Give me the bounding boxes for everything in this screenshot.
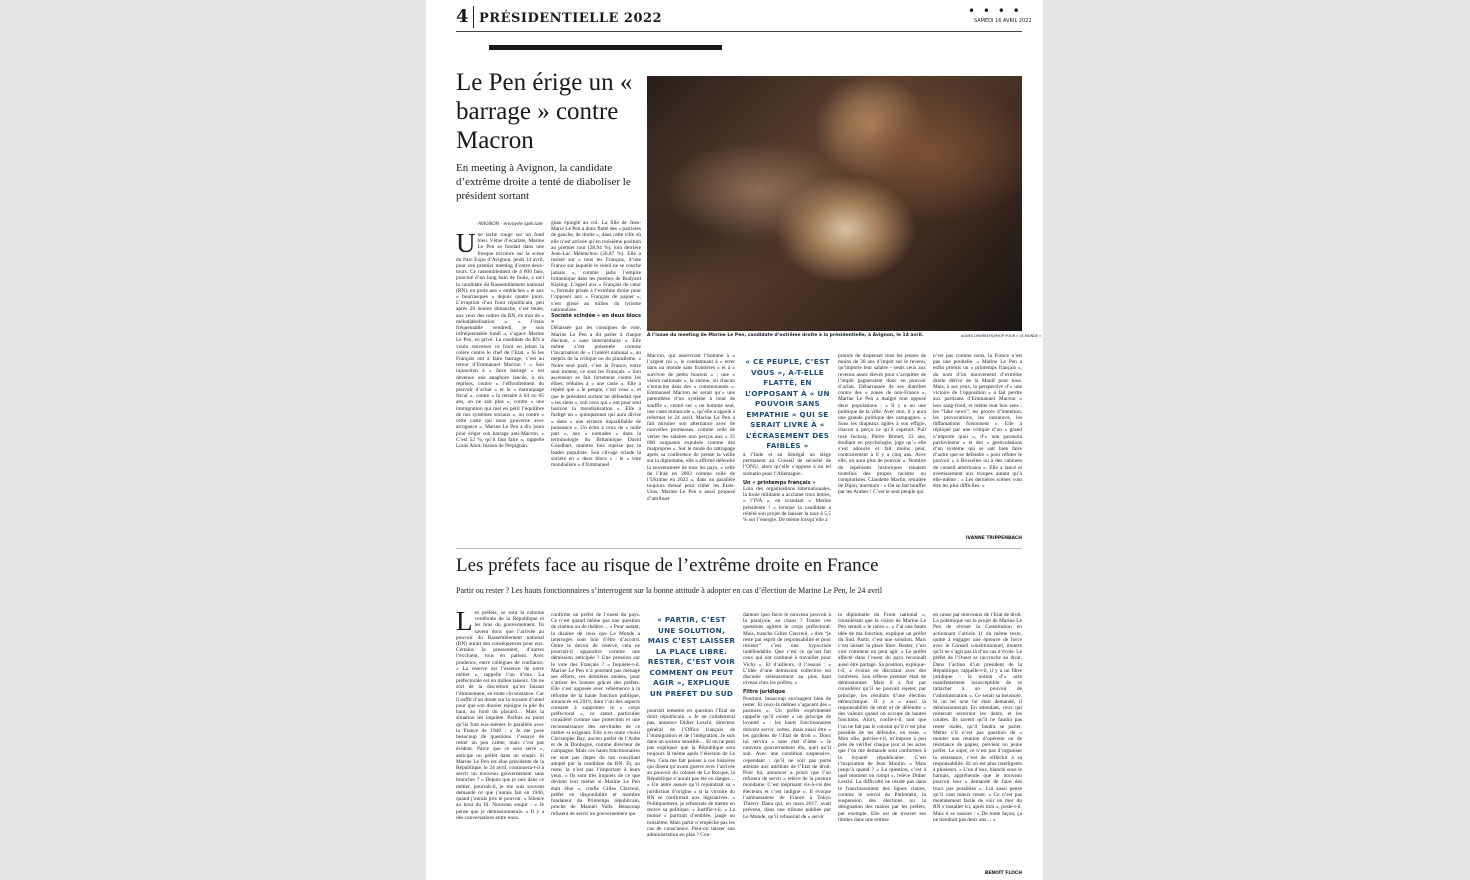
article2-dropcap: L [456, 610, 473, 636]
article1-byline: AVIGNON - envoyée spéciale [478, 222, 543, 227]
edition-dots: • • • • [968, 4, 1022, 18]
article1-photo-credit: AGNÈS DHERBEYS/MYOP POUR « LE MONDE » [961, 334, 1042, 338]
article1-col4a-text: à l’Inde et au Sénégal un siège permanent au Conseil de sécurité de l’ONU, alors qu’elle s’oppose à un tel scénario pour l’Allemagne. [743, 452, 831, 477]
article2-col1-text: es préfets, ce sont la colonne vertébrale de la République et les bras du gouvernement. Ils savent donc que l’arrivée au pouvoir du Rassemblement national (RN) aurait des conséquences pour eux. Certains la pressentent, d’autres l’excluent, tous en parlent. Avec prudence, entre collègues de confiance. « La réserve est l’essence de notre métier », rappelle l’un d’eux. La préfectorale est un milieu taiseux. On ne sort de la discrétion qu’en faisant l’étonnement, en toute circonstance. Car il suffit d’un doute sur la loyauté d’untel pour que son dossier rejoigne la pile du haut, au fond du placard… Mais la situation les inquiète. Parfois au point qu’ils font eux-mêmes le parallèle avec la France de 1940 : « Je me pose beaucoup de questions. J’essaye de rester un peu calme, mais c’est pas évident. Parce que ce sera serré », anticipe un préfet dans un soupir. Si Marine Le Pen est élue présidente de la République, le 24 avril, continuera-t-il à servir un nouveau gouvernement sans broncher ? « Depuis que je suis dans ce métier, pourrait-il, je me suis souvent demandé ce que j’aurais fait en 1940, quand j’aurais pris le pouvoir. » Silence au bout du fil. Nouveau soupir : « Je pense que je démissionnerais. » Il y a des conversations entre nous. [456, 610, 544, 821]
article1-dropcap: U [456, 232, 476, 258]
article2-column-2 [551, 612, 640, 878]
article2-col4b-text: Pourtant, beaucoup envisagent bien de rester. Et ceux-là mêmes s’agacent des « postures ». Un préfet expérimenté rappelle qu’il existe « un principe de loyauté » : les hauts fonctionnaires doivent servir, certes, mais aussi être « les gardiens de l’Etat de droit ». Donc lui servira « sans état d’âme » le nouveau gouvernement élu, quel qu’il soit. Avec une condition suspensive, cependant : qu’il ne soit pas porté atteinte aux attributs de l’Etat de droit. Pour lui, annoncer a priori que l’on refusera de servir « relève de la posture mondaine. C’est méprisant vis-à-vis des électeurs et c’est indigne ». Il évoque l’ambassadeur de France à Tokyo Thierry Dana qui, en mars 2017, avait prévenu, dans une tribune publiée par Le Monde, qu’il refuserait de « servir [743, 695, 831, 820]
article1-column-3 [647, 353, 735, 544]
article2-col4-text: damner ipso facto le nouveau pouvoir à la paralysie, au chaos ? Toutes ces questions agitent le corps préfectoral. Mais, tranche Gilles Clavreul, « dire “je reste par esprit de responsabilité et pour résister” c’est une hypocrisie indéfendable. Que c’est ce qu’ont fait ceux qui ont continué à travailler pour Vichy ». Et d’ailleurs, il l’assure : « L’idée d’une démission collective est discutée sérieusement au plus haut niveau chez les préfets. » [743, 612, 831, 687]
section-title: PRÉSIDENTIELLE 2022 [479, 11, 663, 26]
newspaper-page [426, 0, 1043, 880]
article1-deck: En meeting à Avignon, la candidate d’extrême droite a tenté de diaboliser le président sortant [456, 162, 631, 202]
article1-headline: Le Pen érige un « barrage » contre Macron [456, 69, 633, 154]
article2-subhead-1: Filtre juridique [743, 689, 786, 696]
article2-col6-text: en cause par morceaux de l’Etat de droit. La polémique sur le projet de Marine Le Pen de réviser la Constitution en actionnant l’article 11 du même texte, quitte à engager une épreuve de force avec le Conseil constitutionnel, montre qu’il ne s’agit pas là d’un cas d’école. Le préfet de l’Ouest se raccroche au droit. Dans l’action d’un président de la République, rappelle-t-il, il y a un filtre juridique : la notion d’« acte manifestement insusceptible de se rattacher à un pouvoir de l’administration ». Ce serait sa boussole. Si un tel acte lui était demandé, il démissionnerait. En attendant, ceux qui resteront serreront les dents, et les coudes. Ils savent qu’il ne faudra pas rester isolés, qu’il faudra se parler. Même s’il n’est pas question de « monter une réunion d’opérette ou de résistance de papier, prévient un jeune préfet. Le sujet, ce n’est pas d’organiser la résistance, c’est de réfléchir à sa responsabilité. Et on est plus intelligents à plusieurs. » L’un d’eux, blanchi sous le harnais, appréhende que le nouveau pouvoir leur « demande de faire des trucs pas possibles ». Lui aussi pense qu’il vaut mieux rester. « Ce n’est pas mentalement facile de voir un mec du RN s’installer ici, après moi », poste-t-il. Mais il se rassure : « De toute façon, ça ne tiendrait pas deux ans… » [933, 612, 1022, 823]
article2-col3-text: pourrait remettre en question l’Etat de droit républicain. « Je ne collaborerai pas, annonce Didier Leschi, directeur général de l’Office français de l’immigration et de l’intégration. Je suis dans un secteur sensible… Et on ne peut pas expliquer que la République sera toujours là même après l’élection de Le Pen. Cela me fait penser à ces histoires qui disent qu’avant guerre avec l’arrivée au pouvoir du colonel de La Rocque, la République n’aurait pas été en danger… » Un autre assure qu’il rejoindrait sa « juridiction d’origine » si la victoire du RN se confirmait aux législatives. « Politiquement, je refuserais de mettre en œuvre sa politique. » Justifie-t-il. « La moitié » partirait d’emblée, jauge un troisième. Mais partir n’empêche pas les cas de conscience. Peut-on laisser son administration en plan ? Con- [647, 708, 735, 839]
header-thick-bar [489, 45, 722, 50]
article2-column-5 [838, 612, 926, 878]
article1-photo [647, 76, 1022, 331]
article2-col5-text: la diplomatie du Front national », considérant que la vision de Marine Le Pen sentait « le rance ». « J’ai une haute idée de ma fonction, explique un préfet du Sud. Partir, c’est une solution. Mais c’est laisser la place libre. Rester, c’est voir comment on peut agir. » Le préfet affecté dans l’ouest du pays reconnaît aussi être partagé. Sa position, explique-t-il, a évolué en discutant avec des confrères. Son réflexe premier était de démissionner. Mais il a fini par considérer qu’il ne pouvait rejeter, par principe, les résultats d’une élection démocratique. Il y a « aussi la responsabilité de tenir et de défendre » des valeurs quand on occupe de hautes fonctions. Alors, confie-t-il, tant que l’on ne fait pas le constat qu’il n’est plus possible de les défendre, on reste. « Mon rôle, précise-t-il, m’impose à peu près de vérifier chaque jour si les actes que l’on me demande sont conformes à la loyauté républicaine. C’est l’inspiration de Jean Moulin. » Mais jusqu’à quand ? « La question, c’est à quel moment on rompt », relève Didier Leschi. La difficulté ne réside pas dans le franchissement des lignes claires, comme le renvoi du Parlement, la suspension des élections ou la désignation des maires par les préfets, par exemple. Elle est de trouver ses limites dans une remise [838, 612, 926, 823]
article-separator [456, 548, 1022, 549]
article2-col2-text: confirme un préfet de l’ouest du pays. Ce n’est quand même pas une question de cinéma ou de théâtre… » Pour autant, la dizaine de ceux que Le Monde a interrogés sont loin d’être d’accord. Outre le devoir de réserve, cela ne pourrait-il apparaître comme une démission anticipée ? Une pression sur le vote des Français ? « Inquiète-t-il. Marine Le Pen n’a pourtant pas ménagé ses efforts, ces dernières années, pour s’attirer les bonnes grâces des préfets. Elle s’est opposée avec véhémence à la réforme de la haute fonction publique, annoncée en 2019, dont l’un des aspects consiste à supprimer le « corps préfectoral », ce statut particulier considéré comme une protection et une reconnaissance des servitudes de ce métier si exigeant. Elle a en outre choisi Christophe Bay, ancien préfet de l’Aube et de la Dordogne, comme directeur de campagne. Mais ces hauts fonctionnaires ne sont pas dupes du ton conciliant adopté par la candidate du RN. Et, au reste, la n’est pas l’important à leurs yeux. « Ils sont très inquiets de ce que devient leur métier si Marine Le Pen était élue », confie Gilles Clavreul, préfet en disponibilité et membre fondateur du Printemps républicain, proche de Manuel Valls. Beaucoup refusent de servir un gouvernement qui [551, 612, 640, 817]
article1-col4b-text: Loin des organisations internationales, la foule militante a acclamé trois lettres, « l’IVA », en scandant « Marine présidente ! » lorsque la candidate a réitéré son projet de baisser la taxe à 5,5 % sur l’énergie. De même lorsqu’elle a [743, 486, 831, 524]
header-divider [473, 6, 474, 28]
page-number: 4 [456, 6, 469, 27]
article1-column-1 [456, 232, 544, 544]
article2-column-1 [456, 610, 544, 878]
article2-signature: BENOÎT FLOCH [984, 871, 1022, 876]
article1-col2-text: gnan épinglé au col. La fille de Jean-Marie Le Pen a donc flatté des « patriotes de gauche, de droite », dans cette ville où elle n’est arrivée qu’en troisième position au premier tour (28,94 %), loin derrière Jean-Luc Mélenchon (36,87 %). Elle a insisté sur « tous les Français, d’une France sur laquelle le soleil ne se couche jamais », comme jadis l’empire britannique dans les poèmes de Rudyard Kipling. L’appel aux « Français de cœur », formule prisée à l’extrême droite pour l’opposer aux « Français de papier », s’est glissé au milieu du lyrisme nationaliste. [551, 220, 641, 313]
article1-column-2 [551, 220, 641, 544]
article2-column-6 [933, 612, 1022, 870]
article1-column-5 [838, 353, 926, 544]
article1-signature: IVANNE TRIPPENBACH [965, 536, 1022, 541]
article1-column-4 [743, 452, 831, 544]
article1-subhead-2: Un « printemps français » [743, 479, 816, 486]
article1-subhead-1: Société scindée « en deux blocs » [551, 313, 641, 326]
article2-deck: Partir ou rester ? Les hauts fonctionnaires s’interrogent sur la bonne attitude à adopter en cas d’élection de Marine Le Pen, le 24 avril [456, 586, 883, 595]
article1-pull-quote: « CE PEUPLE, C’EST VOUS », A-T-ELLE FLATTÉ, EN L’OPPOSANT À « UN POUVOIR SANS EMPATHIE » QUI SE SERAIT LIVRÉ À « L’ÉCRASEMENT DES FAIBLES » [745, 357, 830, 450]
header-rule [456, 31, 1022, 32]
article1-caption: A l’issue du meeting de Marine Le Pen, candidate d’extrême droite à la présidentielle, à Avignon, le 14 avril. [647, 333, 924, 338]
article1-col6-text: n’est pas comme nous, la France n’est pas une poubelle. » Marine Le Pen a enfin promis un « printemps français », du nom d’un mouvement d’extrême droite dérivé de la Manif pour tous. Mais, à ses yeux, la perspective d’« une victoire de l’opposition » a fait perdre aux partisans d’Emmanuel Macron « leur sang-froid, et même tout bon sens : les “fake news”, les procès d’intention, les provocations, les outrances, les diffamations foisonnent ». Elle a répliqué par une critique d’un « grand n’importe quoi », d’« une paranoïa pavlovienne » et des « gesticulations d’un système qui se sait bien faire d’autre que se défendre » pour réfuter le pouvoir « à Bruxelles ou à des cabinets de conseil américains ». Elle a lancé et avertissement aux troupes autant qu’à elle-même : « Les dernières scènes vont être les plus difficiles. » [933, 353, 1022, 490]
article1-col1-text: ne tache rouge sur un fond bleu. Vêtue d’écarlate, Marine Le Pen se fondait dans une fresque tricolore sur la scène du Parc Expo d’Avignon, jeudi 14 avril, pour son premier meeting d’entre-deux-tours. Ce rassemblement de 4 000 fans, ponctué d’un long bain de foule, a ravi la candidate du Rassemblement national (RN), en proie aux « embûches » et aux « bourrasques » depuis quatre jours. L’irruption d’un front républicain, peu après 20 heures dimanche, s’est muée, aux yeux des cadres du RN, en mur de « mélodiabolisation ». « J’étais fréquentable vendredi, je suis infréquentable lundi », s’agace Marine Le Pen, en privé. La candidate du RN a voulu renverser ce front en jetant la colère contre le chef de l’Etat. « Si les Français ont à faire barrage, c’est au retour d’Emmanuel Macron ! » Son injonction à « faire barrage » est devenue une anaphore lancée, à six reprises, contre « l’effondrement du pouvoir d’achat » et le « matraquage fiscal », contre « la retraite à 64 ou 65 ans, on ne sait plus », contre « une immigration qui met en péril l’équilibre de nos systèmes sociaux », ou contre « cette caste qui nous gouverne avec arrogance ». Marine Le Pen a dix jours pour ériger son barrage anti-Macron. « C’est 52 %, qu’il faut faire », rappelle Louis Aliot, biason de Perpignan. [456, 232, 544, 449]
article2-column-4 [743, 612, 831, 878]
article1-col2b-text: Délaissée par les consignes de vote, Marine Le Pen a dit parler à chaque électeur, « sans intermédiaire ». Elle même s’est présentée comme l’incarnation de « l’intérêt national », au mépris de la critique ou du pluralisme. « Notre seul parti, c’est la France, notre seul moteur, ce sont les Français. » Son ascension se fait fortement contre les élites, réduites à « une caste ». Elle a répété que « le peuple, c’est vous », et que le président sortant ne défendait que « les siens », soit ceux qui « ont pour seul horizon la mondialisation ». Elle a fustigé un « quinquennat qui aura divisé » dans « une errance inqualifiable de puissance ». Un écho à ceux de « nulle part », aux « nomades » dans la terminologie du Britannique David Goodhart, maintes fois reprise par la leader populiste. Son clivage scinde la société en « deux blocs » : le « vote mondialiste » d’Emmanuel [551, 325, 641, 468]
issue-date: SAMEDI 16 AVRIL 2022 [974, 18, 1032, 24]
article2-headline: Les préfets face au risque de l’extrême droite en France [456, 555, 879, 576]
article2-column-3 [647, 708, 735, 878]
article1-col5-text: promis de dispenser tous les jeunes de moins de 30 ans d’impôt sur le revenu, qu’importe leur salaire – seuls ceux aux revenus assez élevés pour s’acquitter de l’impôt gagneraient donc en pouvoir d’achat. Débarrassée de ses diatribes contre des « zones de non-France », Marine Le Pen a malgré tout opposé deux populations : « Il y a ou une politique de la ville. Avec moi, il y aura une grande politique des campagnes. » Sous les drapeaux agités à son effigie, chacun a perçu ce qu’il espérait. Pull rose fuchsia, Pierre Brunet, 23 ans, étudiant en psychologie, juge qu’« elle s’est adoucie et fait moins peur, contrairement à il y a cinq ans. Avec elle, on aura plus de pouvoir ». Nombre de lepénistes historiques tenaient toutefois des propos racistes ou complotistes. Claudette Martin, retraitée de Dijon, murmure : « On se fait bouffer par les Arabes ! C’est le seul peuple qui [838, 353, 926, 496]
article2-pull-quote: « PARTIR, C’EST UNE SOLUTION, MAIS C’EST LAISSER LA PLACE LIBRE. RESTER, C’EST VOIR COMMENT ON PEUT AGIR », EXPLIQUE UN PRÉFET DU SUD [647, 615, 736, 698]
article1-col3-text: Macron, qui asservirait l’homme à « l’argent roi », le condamnant à « errer dans un monde sans frontières » et à « survivre de petits boulots » ; une « vision nationale », la sienne, où chacun s’enracine dans des « communautés ». Emmanuel Macron ne serait qu’« une parenthèse d’un système à bout de souffle », centré sur « un homme seul, une caste minuscule », qu’elle a appelé à refermer le 24 avril. Marine Le Pen a fait miroiter son alternance avec de nouvelles promesses, comme celle de verser les salaires non perçus aux « 15 000 soignants expulsés comme des malpropres ». Sur le mode du rattrapage après sa conférence de presse la veille sur la diplomatie, elle a affirmé défendre la souveraineté de tous les pays, « celle de l’Irak en 2003 comme celle de l’Ukraine en 2022 », dans un parallèle toujours dressé pour cibler les Etats-Unis. Marine Le Pen a aussi proposé d’attribuer [647, 353, 735, 502]
article1-column-6 [933, 353, 1022, 536]
